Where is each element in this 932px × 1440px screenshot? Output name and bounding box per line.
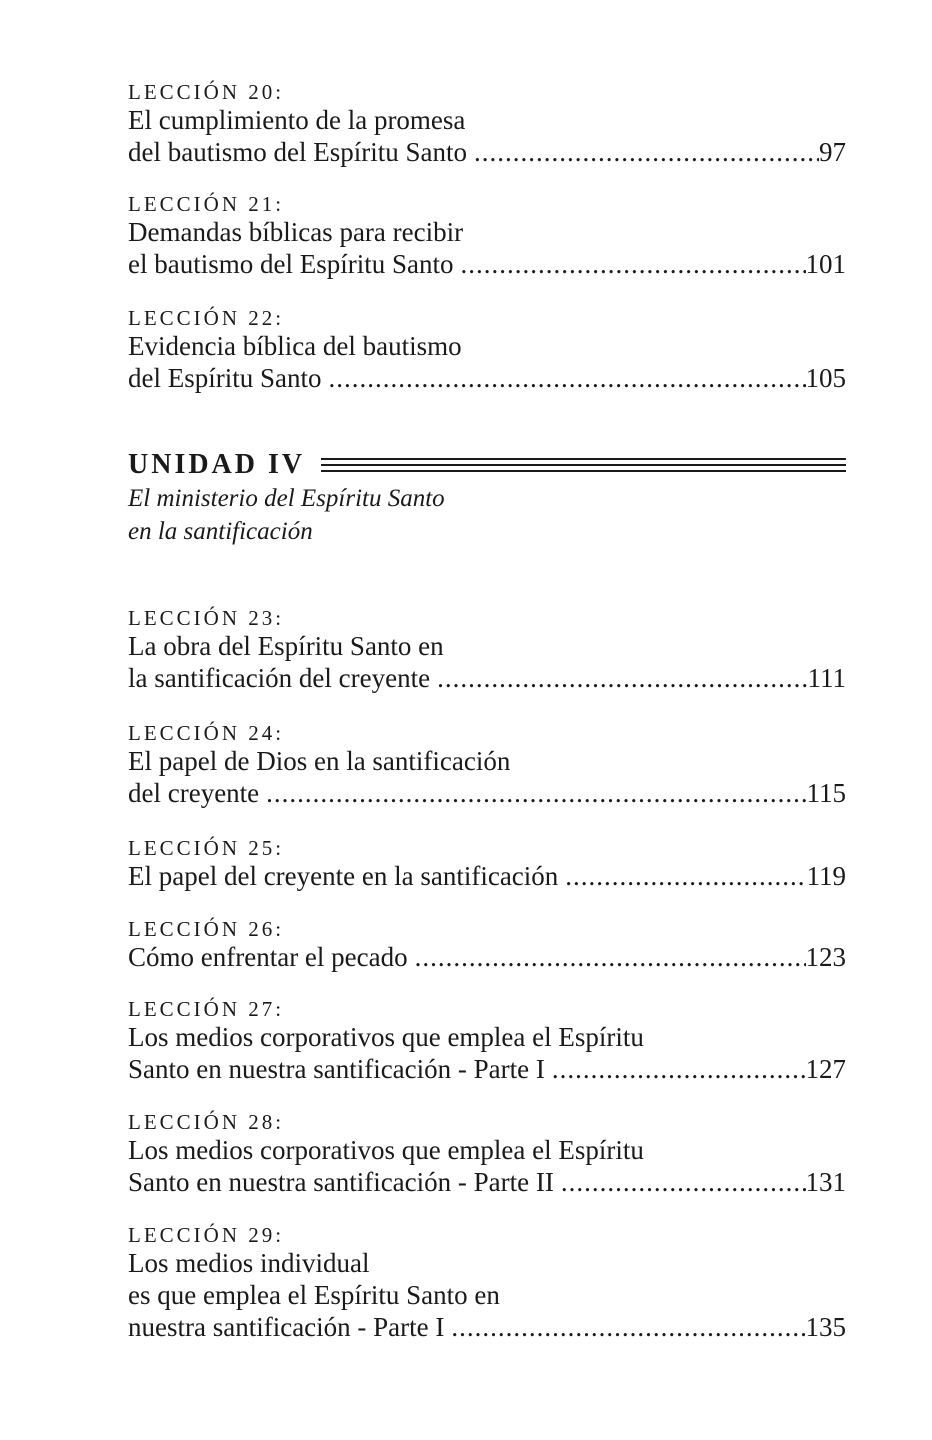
unit-header: [128, 448, 846, 548]
unit-triple-rule: [321, 458, 846, 473]
lesson-title-line: Demandas bíblicas para recibir: [128, 217, 464, 247]
toc-entry-lesson-22[interactable]: [128, 306, 846, 394]
lesson-label: LECCIÓN 23:: [128, 606, 285, 630]
page-number: 115: [806, 778, 846, 808]
page-number: 131: [805, 1167, 846, 1197]
page-number: 105: [805, 363, 846, 393]
lesson-title-text: El papel del creyente en la santificación: [128, 861, 559, 891]
toc-entry-lesson-26[interactable]: [128, 917, 846, 973]
lesson-title-last-line: [128, 1166, 846, 1198]
lesson-title-line: El cumplimiento de la promesa: [128, 105, 466, 135]
dot-leader: [451, 1311, 805, 1343]
toc-entry-lesson-28[interactable]: [128, 1110, 846, 1198]
page-number: 123: [805, 942, 846, 972]
lesson-title-text: nuestra santificación - Parte I: [128, 1312, 445, 1342]
lesson-title-last-line: [128, 136, 846, 168]
dot-leader: [460, 248, 805, 280]
page-number: 101: [805, 249, 846, 279]
lesson-label: LECCIÓN 22:: [128, 306, 285, 330]
lesson-title-line: La obra del Espíritu Santo en: [128, 631, 444, 661]
lesson-title-text: Santo en nuestra santificación - Parte I: [128, 1054, 545, 1084]
lesson-label: LECCIÓN 24:: [128, 721, 285, 745]
toc-entry-lesson-27[interactable]: [128, 997, 846, 1085]
dot-leader: [561, 1166, 806, 1198]
lesson-title-last-line: [128, 1053, 846, 1085]
lesson-title-text: el bautismo del Espíritu Santo: [128, 249, 454, 279]
lesson-title-text: Cómo enfrentar el pecado: [128, 942, 408, 972]
lesson-label: LECCIÓN 29:: [128, 1223, 285, 1247]
lesson-label: LECCIÓN 21:: [128, 192, 285, 216]
page-number: 97: [819, 137, 846, 167]
page-number: 127: [805, 1054, 846, 1084]
lesson-title-line: Los medios corporativos que emplea el Espíritu: [128, 1135, 644, 1165]
unit-subtitle-line: en la santificación: [128, 518, 313, 545]
lesson-title-last-line: [128, 362, 846, 394]
lesson-title-text: la santificación del creyente: [128, 663, 431, 693]
lesson-label: LECCIÓN 26:: [128, 917, 285, 941]
dot-leader: [552, 1053, 806, 1085]
lesson-title-last-line: [128, 777, 846, 809]
lesson-title-text: Santo en nuestra santificación - Parte II: [128, 1167, 554, 1197]
unit-title-row: [128, 448, 846, 482]
page-number: 111: [807, 663, 846, 693]
page-number: 135: [805, 1312, 846, 1342]
dot-leader: [266, 777, 806, 809]
lesson-label: LECCIÓN 27:: [128, 997, 285, 1021]
toc-entry-lesson-21[interactable]: [128, 192, 846, 280]
toc-entry-lesson-20[interactable]: [128, 80, 846, 168]
dot-leader: [565, 860, 806, 892]
toc-entry-lesson-25[interactable]: [128, 836, 846, 892]
dot-leader: [437, 662, 807, 694]
lesson-title-line: Los medios individual: [128, 1248, 370, 1278]
dot-leader: [328, 362, 805, 394]
dot-leader: [474, 136, 819, 168]
lesson-title-line: Evidencia bíblica del bautismo: [128, 331, 462, 361]
lesson-label: LECCIÓN 20:: [128, 80, 285, 104]
lesson-title-last-line: [128, 941, 846, 973]
unit-subtitle-line: El ministerio del Espíritu Santo: [128, 485, 445, 512]
lesson-title-last-line: [128, 1311, 846, 1343]
toc-entry-lesson-24[interactable]: [128, 721, 846, 809]
lesson-title-text: del Espíritu Santo: [128, 363, 322, 393]
lesson-title-last-line: [128, 662, 846, 694]
lesson-title-text: del bautismo del Espíritu Santo: [128, 137, 467, 167]
toc-entry-lesson-23[interactable]: [128, 606, 846, 694]
lesson-label: LECCIÓN 28:: [128, 1110, 285, 1134]
lesson-title-line: es que emplea el Espíritu Santo en: [128, 1280, 500, 1310]
page-number: 119: [806, 861, 846, 891]
lesson-title-line: Los medios corporativos que emplea el Espíritu: [128, 1022, 644, 1052]
lesson-title-last-line: [128, 860, 846, 892]
lesson-title-last-line: [128, 248, 846, 280]
lesson-label: LECCIÓN 25:: [128, 836, 285, 860]
unit-title: UNIDAD IV: [128, 449, 306, 480]
toc-entry-lesson-29[interactable]: [128, 1223, 846, 1343]
lesson-title-line: El papel de Dios en la santificación: [128, 746, 511, 776]
lesson-title-text: del creyente: [128, 778, 260, 808]
dot-leader: [415, 941, 806, 973]
